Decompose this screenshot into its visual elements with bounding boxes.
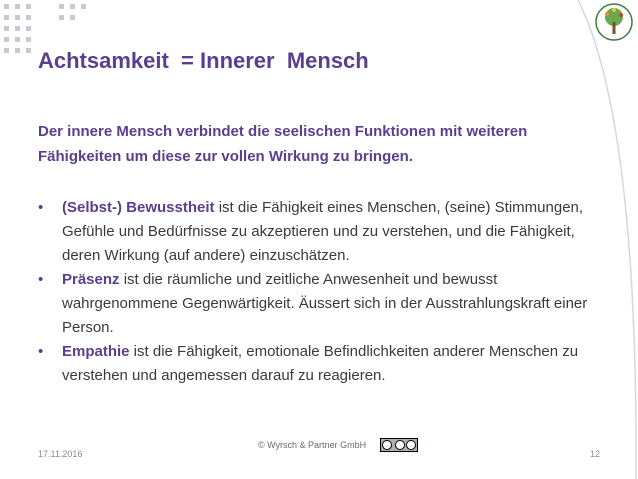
bullet-term: Empathie — [62, 343, 130, 360]
footer-copyright: © Wyrsch & Partner GmbH — [258, 440, 367, 450]
list-item — [38, 340, 608, 388]
decor-dot — [4, 4, 9, 9]
page-title: Achtsamkeit = Innerer Mensch — [38, 48, 369, 73]
bullet-symbol: • — [38, 271, 44, 288]
decor-dot — [26, 37, 31, 42]
decor-dot — [15, 37, 20, 42]
tree-logo-icon — [594, 2, 634, 42]
footer-date: 17.11.2016 — [38, 449, 83, 459]
decor-dot — [15, 4, 20, 9]
page-number: 12 — [590, 449, 601, 459]
decor-dot — [59, 4, 64, 9]
decor-dot — [4, 48, 9, 53]
cc-circle-icon — [382, 440, 392, 450]
bullet-term: Präsenz — [62, 271, 120, 288]
list-item — [38, 196, 608, 268]
decor-dot — [70, 4, 75, 9]
creative-commons-badge-icon — [380, 438, 418, 452]
bullet-term: (Selbst-) Bewusstheit — [62, 199, 215, 216]
by-circle-icon — [395, 440, 405, 450]
bullet-text: ist die Fähigkeit eines Menschen, (seine) Stimmungen, Gefühle und Bedürfnisse zu akzeptieren und zu verstehen, und die Fähigkeit, deren Wirkung (auf andere) einzuschätzen. — [62, 199, 584, 264]
decor-dot — [59, 15, 64, 20]
decor-dot — [15, 48, 20, 53]
decor-dot — [15, 15, 20, 20]
decor-dot — [70, 15, 75, 20]
decor-dot — [81, 4, 86, 9]
bullet-text: ist die räumliche und zeitliche Anwesenheit und bewusst wahrgenommene Gegenwärtigkeit. Äussert sich in der Ausstrahlungskraft einer Person. — [62, 271, 588, 336]
decor-dot — [26, 26, 31, 31]
decor-dot — [26, 4, 31, 9]
decor-dot — [15, 26, 20, 31]
list-item — [38, 268, 608, 340]
nc-circle-icon — [406, 440, 416, 450]
decor-dot — [26, 48, 31, 53]
decor-dot — [4, 15, 9, 20]
intro-paragraph: Der innere Mensch verbindet die seelischen Funktionen mit weiteren Fähigkeiten um diese zur vollen Wirkung zu bringen. — [38, 123, 528, 165]
bullet-text: ist die Fähigkeit, emotionale Befindlichkeiten anderer Menschen zu verstehen und angemessen darauf zu reagieren. — [62, 343, 579, 384]
decor-dot — [4, 37, 9, 42]
decor-dot — [4, 26, 9, 31]
bullet-list — [38, 196, 608, 388]
decor-dot — [26, 15, 31, 20]
bullet-symbol: • — [38, 199, 44, 216]
bullet-symbol: • — [38, 343, 44, 360]
